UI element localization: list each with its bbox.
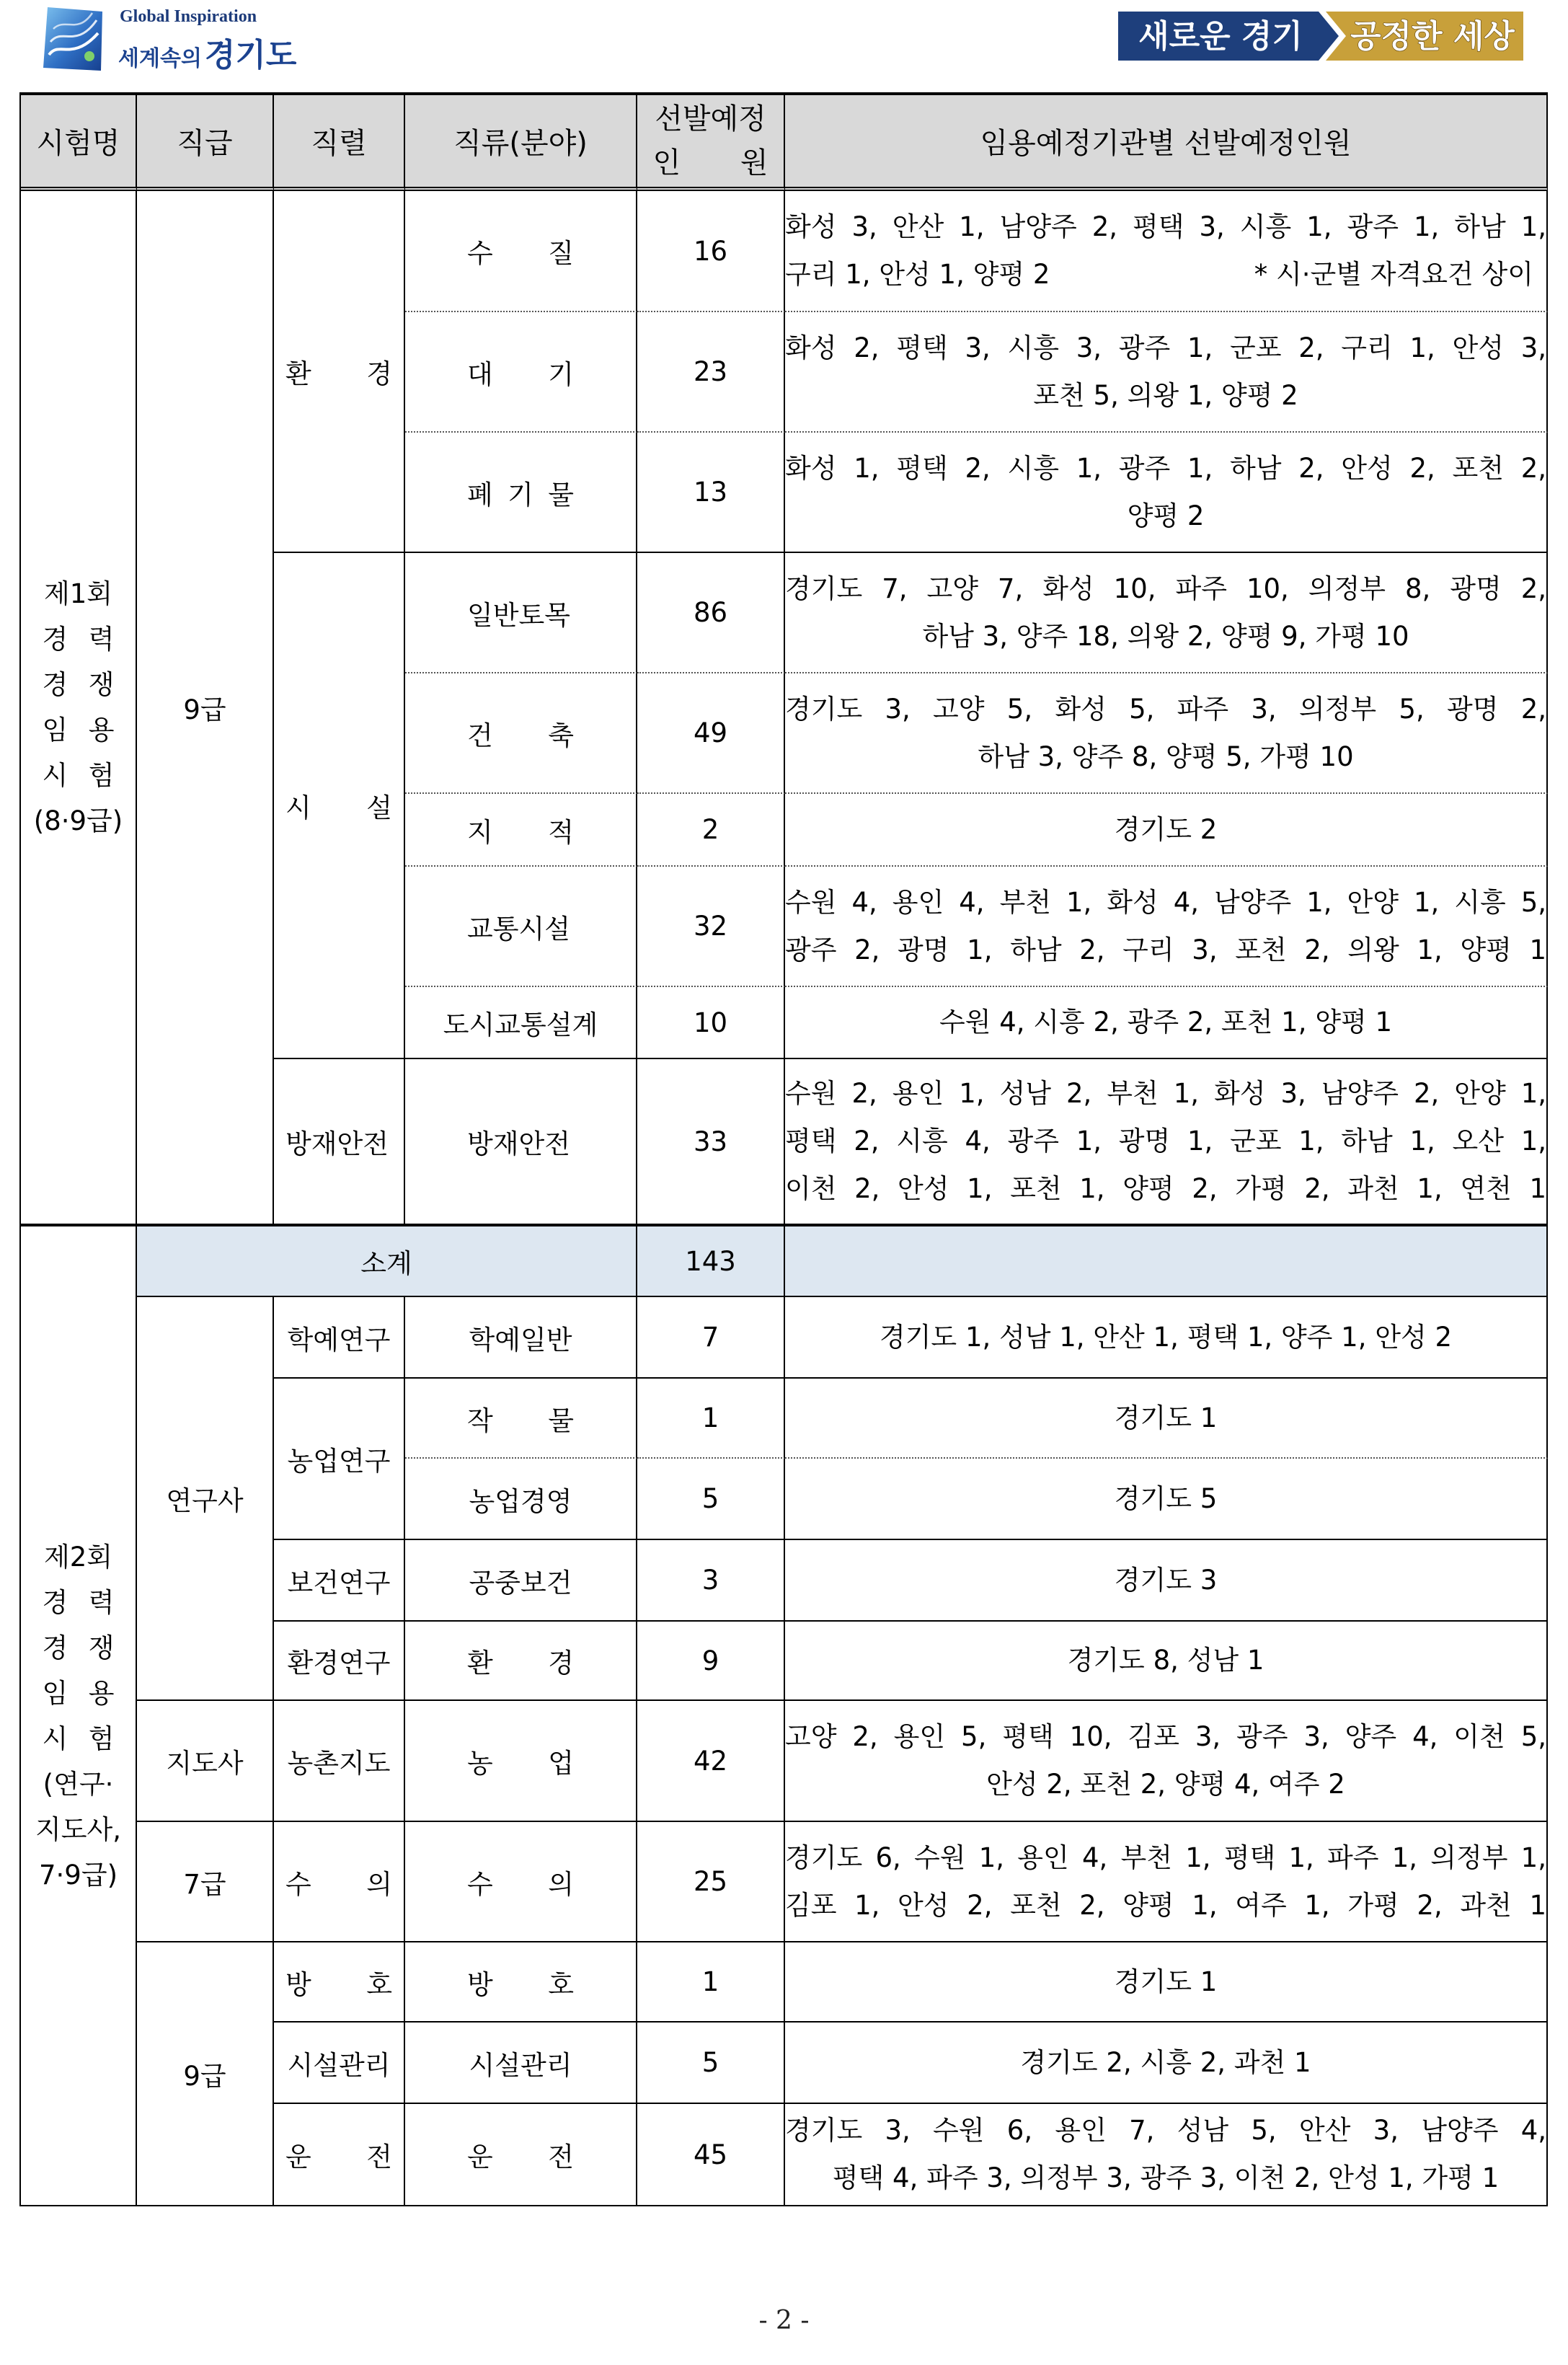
count-cell: 25 xyxy=(637,1822,785,1942)
agency-cell xyxy=(785,1379,1548,1459)
agency-cell xyxy=(785,1297,1548,1379)
header-count xyxy=(637,95,785,191)
count-cell: 5 xyxy=(637,1459,785,1540)
table-row xyxy=(21,191,1548,312)
count-cell: 49 xyxy=(637,673,785,794)
header-field: 직류(분야) xyxy=(405,95,637,191)
agency-line: 구리 1, 안성 1, 양평 2 xyxy=(785,259,1050,290)
exam-line: 경 쟁 xyxy=(42,669,115,700)
agency-cell xyxy=(785,1822,1548,1942)
grade-cell: 9급 xyxy=(137,191,274,1226)
field-cell: 농 업 xyxy=(405,1701,637,1822)
header-count-line1: 선발예정 xyxy=(655,102,766,136)
exam-line: (8·9급) xyxy=(33,805,123,836)
count-cell: 2 xyxy=(637,794,785,867)
field-cell: 대 기 xyxy=(405,312,637,433)
agency-line: 고양 2, 용인 5, 평택 10, 김포 3, 광주 3, 양주 4, 이천 5, xyxy=(785,1721,1546,1752)
agency-line: 하남 3, 양주 18, 의왕 2, 양평 9, 가평 10 xyxy=(922,620,1409,652)
subtotal-row xyxy=(21,1226,1548,1297)
count-cell: 1 xyxy=(637,1379,785,1459)
count-cell: 9 xyxy=(637,1622,785,1701)
field-cell: 폐 기 물 xyxy=(405,433,637,553)
table-row xyxy=(21,1297,1548,1379)
field-cell: 수 의 xyxy=(405,1822,637,1942)
exam-line: 제2회 xyxy=(43,1541,113,1573)
grade-cell: 연구사 xyxy=(137,1297,274,1701)
agency-cell xyxy=(785,553,1548,673)
header-agencies: 임용예정기관별 선발예정인원 xyxy=(785,95,1548,191)
field-cell: 도시교통설계 xyxy=(405,987,637,1059)
series-cell: 운 전 xyxy=(274,2104,405,2206)
header-exam: 시험명 xyxy=(21,95,137,191)
agency-line: 경기도 2 xyxy=(1114,813,1218,845)
field-cell: 수 질 xyxy=(405,191,637,312)
agency-cell xyxy=(785,2023,1548,2104)
agency-line: 수원 4, 용인 4, 부천 1, 화성 4, 남양주 1, 안양 1, 시흥 5, xyxy=(785,886,1546,918)
field-cell: 건 축 xyxy=(405,673,637,794)
table-row xyxy=(21,1701,1548,1822)
count-cell: 16 xyxy=(637,191,785,312)
header-grade: 직급 xyxy=(137,95,274,191)
field-cell: 공중보건 xyxy=(405,1540,637,1622)
series-cell: 보건연구 xyxy=(274,1540,405,1622)
agency-line: 김포 1, 안성 2, 포천 2, 양평 1, 여주 1, 가평 2, 과천 1 xyxy=(785,1889,1546,1921)
field-cell: 학예일반 xyxy=(405,1297,637,1379)
exam-name-cell-2 xyxy=(21,1226,137,2206)
exam-line: 임 용 xyxy=(42,1677,115,1709)
agency-line: 경기도 6, 수원 1, 용인 4, 부천 1, 평택 1, 파주 1, 의정부 1, xyxy=(785,1842,1546,1873)
series-cell: 환경연구 xyxy=(274,1622,405,1701)
agency-line: 수원 2, 용인 1, 성남 2, 부천 1, 화성 3, 남양주 2, 안양 1, xyxy=(785,1078,1546,1109)
field-cell: 시설관리 xyxy=(405,2023,637,2104)
logo-name: 경기도 xyxy=(204,37,297,74)
field-cell: 교통시설 xyxy=(405,867,637,987)
grade-cell: 9급 xyxy=(137,1942,274,2206)
series-cell: 시 설 xyxy=(274,553,405,1059)
field-cell: 운 전 xyxy=(405,2104,637,2206)
agency-line: 평택 4, 파주 3, 의정부 3, 광주 3, 이천 2, 안성 1, 가평 1 xyxy=(832,2162,1500,2193)
grade-cell: 7급 xyxy=(137,1822,274,1942)
series-cell: 환 경 xyxy=(274,191,405,553)
agency-cell xyxy=(785,1540,1548,1622)
gyeonggi-logo-icon xyxy=(39,3,108,75)
slogan-left: 새로운 경기 xyxy=(1138,18,1303,55)
field-cell: 방재안전 xyxy=(405,1059,637,1226)
agency-cell xyxy=(785,191,1548,312)
series-cell: 방 호 xyxy=(274,1942,405,2023)
agency-cell xyxy=(785,2104,1548,2206)
exam-line: 시 험 xyxy=(42,760,115,791)
agency-line: 경기도 2, 시흥 2, 과천 1 xyxy=(1020,2046,1311,2078)
count-cell: 10 xyxy=(637,987,785,1059)
agency-line: 경기도 3, 고양 5, 화성 5, 파주 3, 의정부 5, 광명 2, xyxy=(785,693,1546,725)
exam-line: 경 쟁 xyxy=(42,1632,115,1663)
count-cell: 1 xyxy=(637,1942,785,2023)
count-cell: 33 xyxy=(637,1059,785,1226)
count-cell: 86 xyxy=(637,553,785,673)
agency-line: 광주 2, 광명 1, 하남 2, 구리 3, 포천 2, 의왕 1, 양평 1 xyxy=(785,934,1546,965)
series-cell: 수 의 xyxy=(274,1822,405,1942)
count-cell: 45 xyxy=(637,2104,785,2206)
agency-line: 경기도 1 xyxy=(1114,1966,1218,1997)
agency-line: 안성 2, 포천 2, 양평 4, 여주 2 xyxy=(986,1769,1345,1800)
count-cell: 23 xyxy=(637,312,785,433)
agency-line: 평택 2, 시흥 4, 광주 1, 광명 1, 군포 1, 하남 1, 오산 1, xyxy=(785,1126,1546,1157)
count-cell: 7 xyxy=(637,1297,785,1379)
agency-line: 화성 3, 안산 1, 남양주 2, 평택 3, 시흥 1, 광주 1, 하남 1, xyxy=(785,211,1546,242)
agency-cell xyxy=(785,1059,1548,1226)
agency-line: 이천 2, 안성 1, 포천 1, 양평 2, 가평 2, 과천 1, 연천 1 xyxy=(785,1173,1546,1204)
agency-line: 경기도 5 xyxy=(1114,1482,1218,1514)
table-row xyxy=(21,1822,1548,1942)
field-cell: 작 물 xyxy=(405,1379,637,1459)
agency-line: 화성 2, 평택 3, 시흥 3, 광주 1, 군포 2, 구리 1, 안성 3, xyxy=(785,332,1546,363)
count-cell: 3 xyxy=(637,1540,785,1622)
subtotal-label: 소계 xyxy=(137,1226,637,1297)
count-cell: 32 xyxy=(637,867,785,987)
agency-cell xyxy=(785,1701,1548,1822)
agency-line: 경기도 1, 성남 1, 안산 1, 평택 1, 양주 1, 안성 2 xyxy=(879,1321,1453,1353)
logo-tagline: Global Inspiration xyxy=(120,7,257,26)
count-cell: 5 xyxy=(637,2023,785,2104)
table-header-row xyxy=(21,95,1548,191)
series-cell: 방재안전 xyxy=(274,1059,405,1226)
agency-line: 포천 5, 의왕 1, 양평 2 xyxy=(1033,379,1298,411)
exam-name-cell-1 xyxy=(21,191,137,1226)
agency-cell xyxy=(785,794,1548,867)
exam-line: 경 력 xyxy=(42,1586,115,1618)
exam-line: 7·9급) xyxy=(38,1859,118,1891)
subtotal-count: 143 xyxy=(637,1226,785,1297)
agency-line: 경기도 3 xyxy=(1114,1564,1218,1596)
logo-wordmark xyxy=(118,29,296,75)
field-cell: 일반토목 xyxy=(405,553,637,673)
field-cell: 지 적 xyxy=(405,794,637,867)
agency-cell xyxy=(785,1622,1548,1701)
series-cell: 학예연구 xyxy=(274,1297,405,1379)
agency-line: 화성 1, 평택 2, 시흥 1, 광주 1, 하남 2, 안성 2, 포천 2, xyxy=(785,452,1546,484)
eligibility-note: * 시·군별 자격요건 상이 xyxy=(1254,259,1533,290)
agency-cell xyxy=(785,433,1548,553)
field-cell: 농업경영 xyxy=(405,1459,637,1540)
agency-cell xyxy=(785,1942,1548,2023)
agency-cell xyxy=(785,312,1548,433)
series-cell: 시설관리 xyxy=(274,2023,405,2104)
count-cell: 42 xyxy=(637,1701,785,1822)
agency-line: 수원 4, 시흥 2, 광주 2, 포천 1, 양평 1 xyxy=(939,1007,1393,1038)
page-number: - 2 - xyxy=(758,2306,810,2335)
subtotal-blank xyxy=(785,1226,1548,1297)
slogan-banner xyxy=(1118,12,1523,61)
exam-line: 시 험 xyxy=(42,1723,115,1754)
exam-line: (연구· xyxy=(43,1768,114,1800)
logo-prefix: 세계속의 xyxy=(118,46,202,71)
exam-line: 임 용 xyxy=(42,715,115,746)
header-series: 직렬 xyxy=(274,95,405,191)
slogan-right: 공정한 세상 xyxy=(1350,18,1515,55)
field-cell: 환 경 xyxy=(405,1622,637,1701)
agency-cell xyxy=(785,987,1548,1059)
series-cell: 농촌지도 xyxy=(274,1701,405,1822)
table-row xyxy=(21,1942,1548,2023)
agency-line: 경기도 8, 성남 1 xyxy=(1067,1645,1264,1676)
count-cell: 13 xyxy=(637,433,785,553)
series-cell: 농업연구 xyxy=(274,1379,405,1540)
agency-line: 하남 3, 양주 8, 양평 5, 가평 10 xyxy=(978,741,1354,772)
agency-cell xyxy=(785,1459,1548,1540)
exam-line: 지도사, xyxy=(35,1813,121,1845)
exam-line: 경 력 xyxy=(42,624,115,655)
exam-line: 제1회 xyxy=(43,578,113,609)
agency-line: 경기도 1 xyxy=(1114,1402,1218,1433)
agency-line: 경기도 7, 고양 7, 화성 10, 파주 10, 의정부 8, 광명 2, xyxy=(785,573,1546,604)
agency-line: 경기도 3, 수원 6, 용인 7, 성남 5, 안산 3, 남양주 4, xyxy=(785,2115,1546,2146)
agency-cell xyxy=(785,673,1548,794)
agency-line: 양평 2 xyxy=(1127,500,1205,531)
grade-cell: 지도사 xyxy=(137,1701,274,1822)
header-count-line2: 인 원 xyxy=(652,146,769,180)
agency-cell xyxy=(785,867,1548,987)
field-cell: 방 호 xyxy=(405,1942,637,2023)
recruitment-table xyxy=(19,92,1548,2206)
